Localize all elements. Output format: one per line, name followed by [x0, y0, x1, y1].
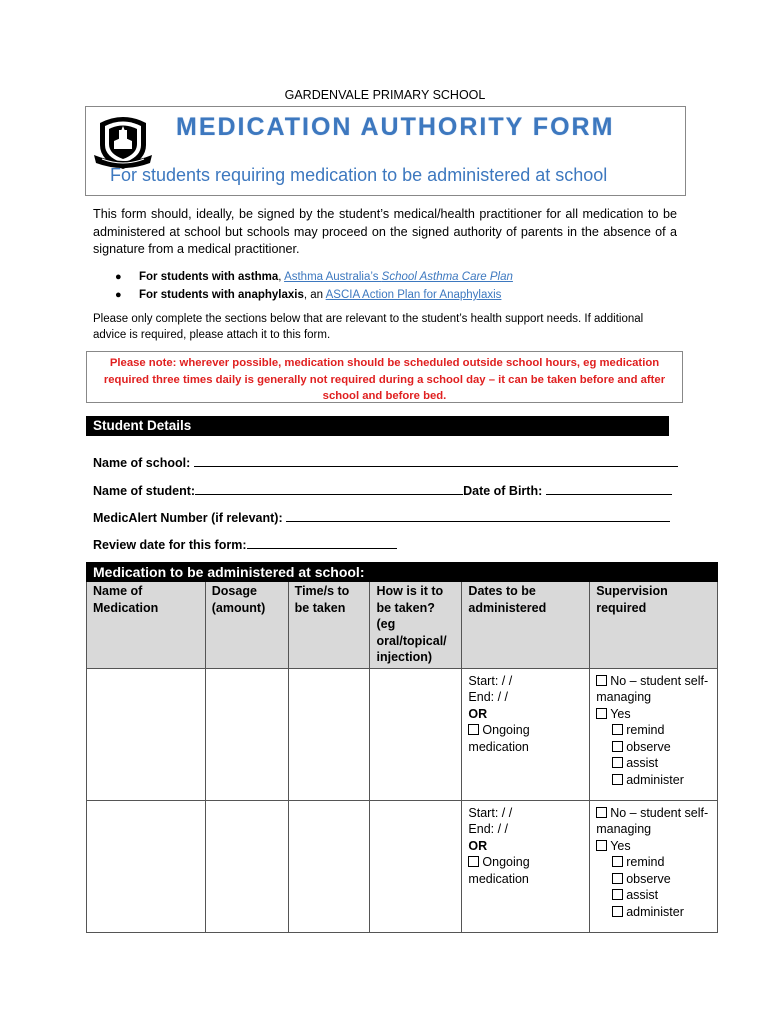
supervision-cell: [590, 668, 718, 800]
checkbox-icon[interactable]: [612, 741, 623, 752]
checkbox-icon[interactable]: [612, 856, 623, 867]
table-row: [87, 668, 718, 800]
col-header: Time/s to be taken: [288, 582, 370, 668]
or-label: OR: [468, 706, 488, 721]
checkbox-icon[interactable]: [612, 873, 623, 884]
time-cell[interactable]: [288, 800, 370, 932]
complete-note: Please only complete the sections below that are relevant to the student’s health support needs. If additional advice is required, please attach it to this form.: [93, 313, 644, 341]
medicalert-field: MedicAlert Number (if relevant):: [93, 509, 670, 525]
time-cell[interactable]: [288, 668, 370, 800]
bullet-sep: ,: [278, 271, 285, 283]
bullet-asthma: [93, 268, 677, 286]
checkbox-icon[interactable]: [612, 724, 623, 735]
assist-option[interactable]: assist: [596, 755, 711, 772]
student-details-heading: Student Details: [86, 416, 669, 436]
school-crest-icon: [92, 111, 154, 173]
plan-bullets: [93, 268, 677, 304]
supervision-cell: [590, 800, 718, 932]
form-header: [85, 106, 686, 196]
col-header: Dosage (amount): [205, 582, 288, 668]
administer-option[interactable]: administer: [596, 772, 711, 789]
checkbox-icon[interactable]: [596, 807, 607, 818]
student-name-field: Name of student: Date of Birth:: [93, 482, 672, 498]
scheduling-warning: Please note: wherever possible, medication should be scheduled outside school hours, eg medication required three times daily is generally not required during a school day – it can be taken before and after school and before bed.: [86, 351, 683, 403]
bullet-label: For students with anaphylaxis: [139, 289, 304, 301]
bullet-icon: ●: [115, 271, 122, 283]
table-header-row: [87, 582, 718, 668]
medication-heading: Medication to be administered at school:: [86, 562, 718, 582]
method-cell[interactable]: [370, 668, 462, 800]
checkbox-icon[interactable]: [468, 856, 479, 867]
dosage-cell[interactable]: [205, 800, 288, 932]
medicalert-input[interactable]: [286, 509, 670, 522]
checkbox-icon[interactable]: [468, 724, 479, 735]
form-title: MEDICATION AUTHORITY FORM: [176, 113, 615, 141]
medication-table: [86, 582, 718, 933]
bullet-icon: ●: [115, 289, 122, 301]
school-name-field: Name of school:: [93, 454, 678, 470]
review-date-field: Review date for this form:: [93, 536, 397, 552]
bullet-anaphylaxis: [93, 286, 677, 304]
method-cell[interactable]: [370, 800, 462, 932]
remind-option[interactable]: remind: [596, 722, 711, 739]
col-header: How is it to be taken? (eg oral/topical/ injection): [370, 582, 462, 668]
no-self-managing-option[interactable]: No – student self- managing: [596, 805, 709, 836]
yes-option[interactable]: Yes: [596, 838, 711, 855]
asthma-plan-link[interactable]: Asthma Australia’s School Asthma Care Plan: [284, 271, 513, 283]
dates-cell: [462, 668, 590, 800]
dob-input[interactable]: [546, 482, 672, 495]
student-name-input[interactable]: [195, 482, 463, 495]
col-header: Name of Medication: [87, 582, 206, 668]
dates-cell: [462, 800, 590, 932]
dosage-cell[interactable]: [205, 668, 288, 800]
or-label: OR: [468, 838, 488, 853]
review-date-input[interactable]: [247, 536, 397, 549]
checkbox-icon[interactable]: [596, 675, 607, 686]
checkbox-icon[interactable]: [596, 708, 607, 719]
intro-paragraph: This form should, ideally, be signed by the student’s medical/health practitioner for all medication to be administered at school but schools may proceed on the signed authority of parents in the absence of a signature from a medical practitioner.: [93, 207, 677, 256]
school-name: GARDENVALE PRIMARY SCHOOL: [284, 88, 486, 102]
checkbox-icon[interactable]: [596, 840, 607, 851]
end-date[interactable]: End: / /: [468, 822, 509, 836]
ongoing-option[interactable]: Ongoing medication: [468, 855, 530, 886]
form-subtitle: For students requiring medication to be administered at school: [110, 165, 608, 185]
ongoing-option[interactable]: Ongoing medication: [468, 723, 530, 754]
no-self-managing-option[interactable]: No – student self- managing: [596, 673, 709, 704]
start-date[interactable]: Start: / /: [468, 805, 513, 820]
medication-name-cell[interactable]: [87, 800, 206, 932]
end-date[interactable]: End: / /: [468, 690, 509, 704]
observe-option[interactable]: observe: [596, 739, 711, 756]
medication-name-cell[interactable]: [87, 668, 206, 800]
table-row: [87, 800, 718, 932]
administer-option[interactable]: administer: [596, 904, 711, 921]
observe-option[interactable]: observe: [596, 871, 711, 888]
remind-option[interactable]: remind: [596, 854, 711, 871]
yes-option[interactable]: Yes: [596, 706, 711, 723]
col-header: Supervision required: [590, 582, 718, 668]
col-header: Dates to be administered: [462, 582, 590, 668]
assist-option[interactable]: assist: [596, 887, 711, 904]
checkbox-icon[interactable]: [612, 889, 623, 900]
checkbox-icon[interactable]: [612, 774, 623, 785]
bullet-label: For students with asthma: [139, 271, 279, 283]
anaphylaxis-plan-link[interactable]: ASCIA Action Plan for Anaphylaxis: [325, 289, 502, 301]
start-date[interactable]: Start: / /: [468, 673, 513, 688]
school-name-input[interactable]: [194, 454, 678, 467]
checkbox-icon[interactable]: [612, 906, 623, 917]
bullet-sep: , an: [303, 289, 326, 301]
checkbox-icon[interactable]: [612, 757, 623, 768]
